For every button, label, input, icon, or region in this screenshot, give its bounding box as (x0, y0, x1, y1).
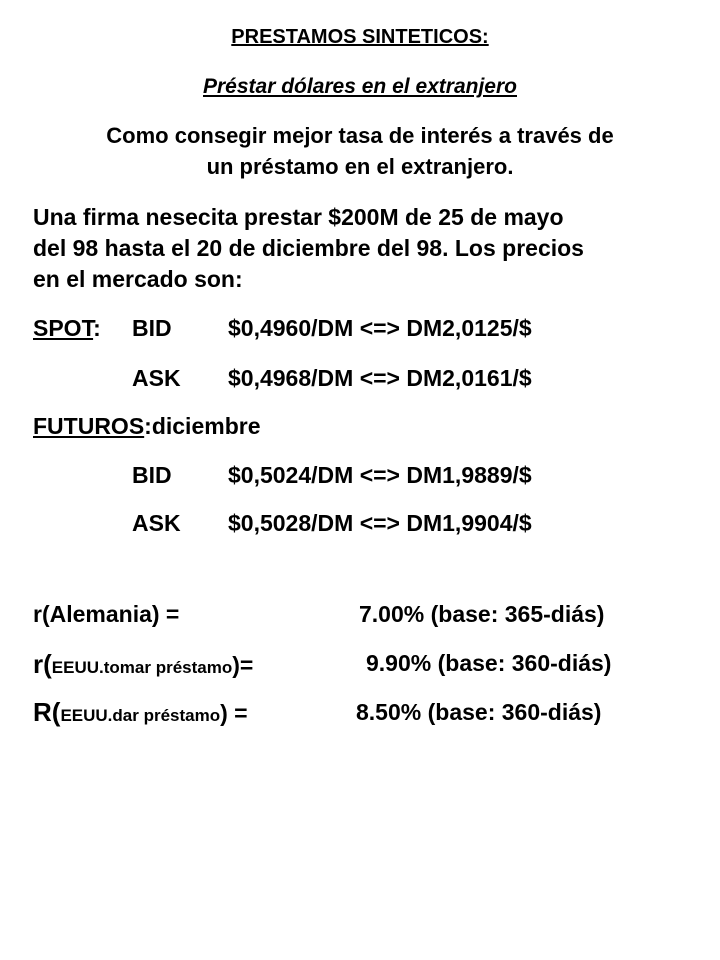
futures-month: :diciembre (144, 413, 261, 439)
spot-label: SPOT (33, 315, 94, 341)
rate-us-lend-prefix: R( (33, 697, 61, 727)
futures-label-group (33, 413, 261, 440)
problem-line-2: del 98 hasta el 20 de diciembre del 98. Los precios (33, 235, 584, 261)
rate-us-lend-subscript: EEUU.dar préstamo (60, 706, 221, 725)
rate-us-borrow-value: 9.90% (base: 360-diás) (366, 650, 612, 676)
rate-us-lend-suffix: ) = (220, 700, 248, 726)
spot-colon: : (93, 315, 101, 341)
futures-ask-side: ASK (132, 510, 181, 536)
rate-us-borrow-subscript: EEUU.tomar préstamo (51, 658, 233, 677)
intro-text (0, 120, 720, 182)
rate-us-borrow-suffix: )= (232, 652, 254, 678)
intro-line-2: un préstamo en el extranjero. (206, 154, 514, 179)
problem-line-1: Una firma nesecita prestar $200M de 25 de mayo (33, 204, 564, 230)
rate-germany-label: r(Alemania) = (33, 601, 180, 627)
page-title: PRESTAMOS SINTETICOS: (231, 26, 489, 48)
rate-us-borrow-label (33, 649, 253, 680)
spot-ask-side: ASK (132, 365, 181, 391)
rate-us-lend-value: 8.50% (base: 360-diás) (356, 699, 602, 725)
spot-ask-quote: $0,4968/DM <=> DM2,0161/$ (228, 365, 532, 391)
spot-bid-quote: $0,4960/DM <=> DM2,0125/$ (228, 315, 532, 341)
futures-label: FUTUROS (33, 413, 145, 439)
problem-line-3: en el mercado son: (33, 266, 243, 292)
spot-label-group (33, 315, 101, 342)
intro-line-1: Como consegir mejor tasa de interés a través de (106, 123, 614, 148)
futures-bid-quote: $0,5024/DM <=> DM1,9889/$ (228, 462, 532, 488)
futures-bid-side: BID (132, 462, 172, 488)
futures-ask-quote: $0,5028/DM <=> DM1,9904/$ (228, 510, 532, 536)
rate-us-lend-label (33, 697, 248, 728)
problem-statement (33, 202, 584, 295)
subtitle: Préstar dólares en el extranjero (203, 75, 517, 98)
rate-germany-value: 7.00% (base: 365-diás) (359, 601, 605, 627)
rate-us-borrow-prefix: r( (33, 649, 52, 679)
spot-bid-side: BID (132, 315, 172, 341)
